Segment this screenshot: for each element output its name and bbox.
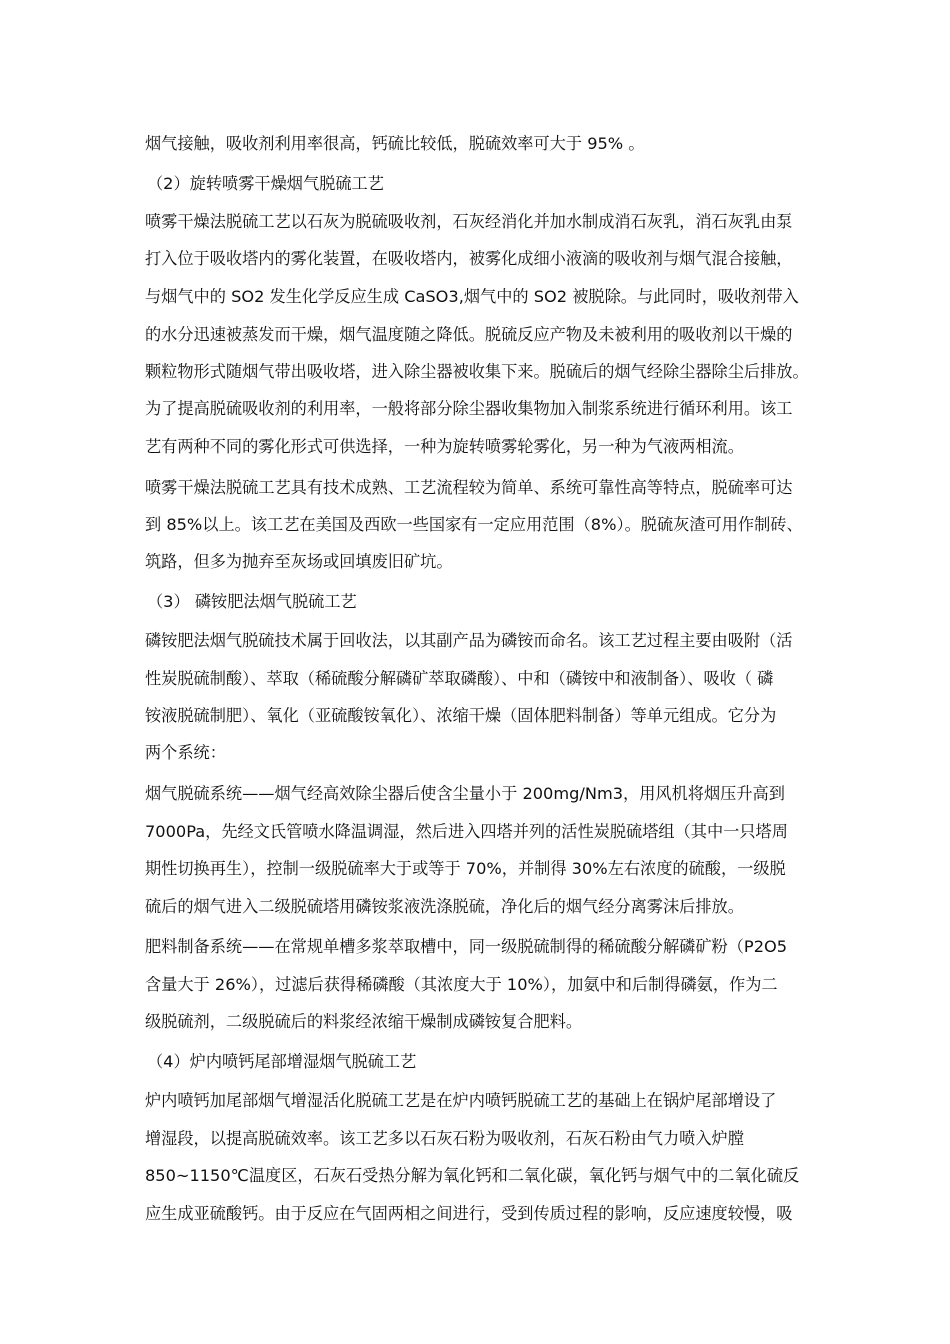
text-line-6: 的水分迅速被蒸发而干燥，烟气温度随之降低。脱硫反应产物及未被利用的吸收剂以干燥的: [145, 325, 793, 344]
text-line-7: 颗粒物形式随烟气带出吸收塔，进入除尘器被收集下来。脱硫后的烟气经除尘器除尘后排放。: [145, 362, 809, 381]
text-line-24: 级脱硫剂，二级脱硫后的料浆经浓缩干燥制成磷铵复合肥料。: [145, 1012, 583, 1031]
text-line-15: 性炭脱硫制酸）、萃取（稀硫酸分解磷矿萃取磷酸）、中和（磷铵中和液制备）、吸收（ 磷: [145, 669, 774, 688]
text-line-28: 850~1150℃温度区，石灰石受热分解为氧化钙和二氧化碳，氧化钙与烟气中的二氧化硫反: [145, 1166, 800, 1185]
text-line-26: 炉内喷钙加尾部烟气增湿活化脱硫工艺是在炉内喷钙脱硫工艺的基础上在锅炉尾部增设了: [145, 1091, 777, 1110]
text-line-21: 硫后的烟气进入二级脱硫塔用磷铵浆液洗涤脱硫，净化后的烟气经分离雾沫后排放。: [145, 897, 744, 916]
text-line-4: 打入位于吸收塔内的雾化装置，在吸收塔内，被雾化成细小液滴的吸收剂与烟气混合接触，: [145, 249, 793, 268]
text-line-8: 为了提高脱硫吸收剂的利用率，一般将部分除尘器收集物加入制浆系统进行循环利用。该工: [145, 399, 793, 418]
text-line-22: 肥料制备系统——在常规单槽多浆萃取槽中，同一级脱硫制得的稀硫酸分解磷矿粉（P2O5: [145, 937, 788, 956]
section-heading-3: （3） 磷铵肥法烟气脱硫工艺: [147, 592, 357, 611]
text-line-5: 与烟气中的 SO2 发生化学反应生成 CaSO3,烟气中的 SO2 被脱除。与此同时，吸收剂带入: [145, 287, 799, 306]
text-line-3: 喷雾干燥法脱硫工艺以石灰为脱硫吸收剂，石灰经消化并加水制成消石灰乳，消石灰乳由泵: [145, 212, 793, 231]
text-line-16: 铵液脱硫制肥）、氧化（亚硫酸铵氧化）、浓缩干燥（固体肥料制备）等单元组成。它分为: [145, 706, 777, 725]
text-line-19: 7000Pa，先经文氏管喷水降温调湿，然后进入四塔并列的活性炭脱硫塔组（其中一只塔周: [145, 822, 788, 841]
text-line-12: 筑路，但多为抛弃至灰场或回填废旧矿坑。: [145, 552, 453, 571]
text-line-14: 磷铵肥法烟气脱硫技术属于回收法，以其副产品为磷铵而命名。该工艺过程主要由吸附（活: [145, 631, 793, 650]
text-line-23: 含量大于 26%），过滤后获得稀磷酸（其浓度大于 10%），加氨中和后制得磷氨，作为二: [145, 975, 778, 994]
text-line-29: 应生成亚硫酸钙。由于反应在气固两相之间进行，受到传质过程的影响，反应速度较慢，吸: [145, 1204, 793, 1223]
text-line-9: 艺有两种不同的雾化形式可供选择，一种为旋转喷雾轮雾化，另一种为气液两相流。: [145, 437, 744, 456]
text-line-1: 烟气接触，吸收剂利用率很高，钙硫比较低，脱硫效率可大于 95% 。: [145, 134, 645, 153]
text-line-27: 增湿段，以提高脱硫效率。该工艺多以石灰石粉为吸收剂，石灰石粉由气力喷入炉膛: [145, 1129, 744, 1148]
section-heading-4: （4）炉内喷钙尾部增湿烟气脱硫工艺: [147, 1052, 417, 1071]
text-line-18: 烟气脱硫系统——烟气经高效除尘器后使含尘量小于 200mg/Nm3，用风机将烟压升高到: [145, 784, 785, 803]
text-line-20: 期性切换再生），控制一级脱硫率大于或等于 70%，并制得 30%左右浓度的硫酸，一级脱: [145, 859, 786, 878]
text-line-10: 喷雾干燥法脱硫工艺具有技术成熟、工艺流程较为简单、系统可靠性高等特点，脱硫率可达: [145, 478, 793, 497]
text-line-17: 两个系统：: [145, 743, 226, 762]
section-heading-2: （2）旋转喷雾干燥烟气脱硫工艺: [147, 174, 384, 193]
text-line-11: 到 85%以上。该工艺在美国及西欧一些国家有一定应用范围（8%）。脱硫灰渣可用作制砖、: [145, 515, 803, 534]
